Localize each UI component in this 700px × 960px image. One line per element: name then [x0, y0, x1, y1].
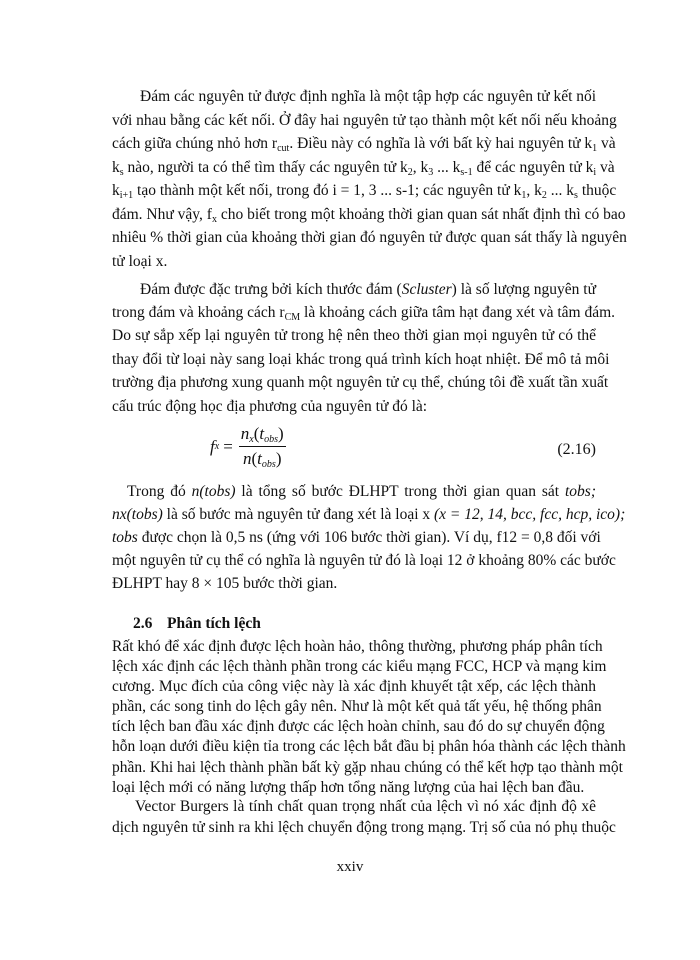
text-run: cách giữa chúng nhỏ hơn r [112, 135, 278, 152]
paragraph-1-line [140, 86, 596, 108]
paragraph-1-line [112, 133, 616, 155]
paragraph-3-line [127, 481, 596, 503]
paragraph-1-line [112, 180, 617, 202]
equation-number: (2.16) [557, 441, 596, 458]
paragraph-4-line [112, 716, 605, 738]
paragraph-1-line [112, 110, 617, 132]
subscript: i+1 [119, 190, 134, 201]
text-run: k [112, 182, 120, 199]
section-heading [133, 613, 261, 635]
denominator-arg: t [257, 449, 262, 468]
section-number: 2.6 [133, 615, 153, 632]
text-run: phần. Khi hai lệch thành phần bất kỳ gặp nhau chúng có thể kết hợp tạo thành một [112, 759, 623, 776]
text-run: loại lệch mới có năng lượng thấp hơn tổng năng lượng của hai lệch ban đầu. [112, 779, 585, 796]
paragraph-3-line [112, 550, 616, 572]
text-run: , k [526, 182, 542, 199]
denominator: $n(t_{obs})$ [243, 449, 282, 470]
numerator-n: n [240, 424, 250, 443]
paragraph-4-line [112, 696, 602, 718]
text-run: ĐLHPT hay 8 × 105 bước thời gian. [112, 575, 338, 592]
text-run: trường địa phương xung quanh một nguyên tử cụ thể, chúng tôi đề xuất tần xuất [112, 374, 609, 391]
text-run: tử loại x. [112, 253, 168, 270]
numerator: $n_x(t_{obs})$ [240, 424, 284, 445]
paragraph-2-line [112, 302, 615, 324]
text-run: là khoảng cách giữa tâm hạt đang xét và tâm đám. [300, 304, 615, 321]
text-run: đám. Như vậy, f [112, 206, 212, 223]
page-number: xxiv [336, 859, 364, 875]
text-run: Rất khó để xác định được lệch hoàn hảo, thông thường, phương pháp phân tích [112, 638, 603, 655]
numerator-sub: x [249, 434, 254, 445]
text-run: tạo thành một kết nối, trong đó i = 1, 3 ... s-1; các nguyên tử k [133, 182, 522, 199]
text-run: , k [412, 159, 429, 176]
text-run: ) là số lượng nguyên tử [451, 281, 596, 298]
subscript: s [574, 190, 578, 201]
subscript: 1 [521, 190, 527, 201]
text-run: tích lệch ban đầu xác định được các lệch hoàn chỉnh, sau đó do sự chuyển động [112, 718, 605, 735]
fraction [239, 422, 286, 471]
paragraph-3-line [112, 504, 626, 526]
text-run: một nguyên tử cụ thể có nghĩa là nguyên tử đó là loại 12 ở khoảng 80% các bước [112, 552, 616, 569]
italic-run: n(tobs) [191, 483, 236, 500]
paragraph-4-line [112, 736, 626, 758]
paragraph-4-line [112, 757, 623, 779]
paragraph-2-line [112, 325, 596, 347]
subscript: i [593, 167, 597, 178]
text-run: Do sự sắp xếp lại nguyên tử trong hệ nên theo thời gian mọi nguyên tử có thể [112, 327, 596, 344]
paragraph-4-line [112, 676, 596, 698]
text-run: dịch nguyên tử sinh ra khi lệch chuyển động trong mạng. Trị số của nó phụ thuộc [112, 819, 616, 836]
italic-run: (x = 12, 14, bcc, fcc, hcp, ico); [434, 506, 626, 523]
text-run: nhiêu % thời gian của khoảng thời gian đó nguyên tử được quan sát thấy là nguyên [112, 229, 627, 246]
text-run: k [112, 159, 120, 176]
text-run: là số bước mà nguyên tử đang xét là loại x [162, 506, 435, 523]
denominator-arg-sub: obs [261, 459, 276, 470]
text-run: phần, các song tinh do lệch gây nên. Như là một kết quả tất yếu, hệ thống phân [112, 698, 602, 715]
section-title: Phân tích lệch [167, 615, 261, 632]
text-run: Vector Burgers là tính chất quan trọng nhất của lệch vì nó xác định độ xê [135, 798, 596, 815]
subscript: 3 [428, 167, 434, 178]
text-run: Đám các nguyên tử được định nghĩa là một tập hợp các nguyên tử kết nối [140, 88, 597, 105]
paragraph-1-line [112, 227, 627, 249]
text-run: lệch xác định các lệch thành phần trong các kiểu mạng FCC, HCP và mạng kim [112, 658, 607, 675]
text-run: ... k [433, 159, 461, 176]
paragraph-2-line [112, 372, 609, 394]
text-run: cho biết trong một khoảng thời gian quan sát nhất định thì có bao [216, 206, 626, 223]
italic-run: tobs [112, 529, 138, 546]
paragraph-5-line [112, 817, 616, 839]
numerator-arg: t [259, 424, 265, 443]
text-run: ... k [546, 182, 575, 199]
text-run: với nhau bằng các kết nối. Ở đây hai nguyên tử tạo thành một kết nối nếu khoảng [112, 112, 617, 129]
italic-run: nx(tobs) [112, 506, 163, 523]
text-run: để các nguyên tử k [472, 159, 594, 176]
paragraph-2-line [112, 349, 610, 371]
subscript: CM [284, 312, 301, 323]
paragraph-1-line [112, 157, 615, 179]
subscript: 2 [541, 190, 547, 201]
subscript: x [211, 214, 217, 225]
equation: f x = $\frac{n_x(t_{obs})}{n(t_{obs})}$ [210, 424, 284, 470]
paragraph-1-line [112, 204, 626, 226]
text-run: và [597, 135, 616, 152]
numerator-arg-sub: obs [264, 434, 279, 445]
subscript: s [119, 167, 124, 178]
text-run: . Điều này có nghĩa là với bất kỳ hai nguyên tử k [289, 135, 593, 152]
paragraph-2-line [112, 396, 596, 418]
denominator-n: n [243, 449, 252, 468]
text-run: thay đổi từ loại này sang loại khác trong quá trình kích hoạt nhiệt. Để mô tả môi [112, 351, 610, 368]
subscript: s-1 [460, 167, 473, 178]
text-run: thuộc [577, 182, 617, 199]
text-run: cương. Mục đích của công việc này là xác định khuyết tật xếp, các lệch thành [112, 678, 596, 695]
text-run: và [596, 159, 615, 176]
equation-lhs: f [210, 436, 215, 456]
subscript: 1 [592, 143, 598, 154]
text-run: hỗn loạn dưới điều kiện tỉa trong các lệch bắt đầu bị phân hóa thành các lệch thành [112, 738, 626, 755]
paragraph-4-line [112, 656, 607, 678]
subscript: 2 [407, 167, 413, 178]
paragraph-3-line [112, 527, 601, 549]
text-run: được chọn là 0,5 ns (ứng với 106 bước thời gian). Ví dụ, f12 = 0,8 đối với [137, 529, 601, 546]
paragraph-2-line [140, 279, 596, 301]
text-run: trong đám và khoảng cách r [112, 304, 285, 321]
text-run: Đám được đặc trưng bởi kích thước đám ( [140, 281, 402, 298]
paragraph-4-line [112, 636, 603, 658]
text-run: Trong đó [127, 483, 192, 500]
paragraph-1-line [112, 251, 596, 273]
italic-run: Scluster [401, 281, 452, 298]
paragraph-5-line [135, 796, 596, 818]
text-run: cấu trúc động học địa phương của nguyên tử đó là: [112, 398, 428, 415]
subscript: cut [277, 143, 290, 154]
text-run: là tổng số bước ĐLHPT trong thời gian quan sát [235, 483, 565, 500]
italic-run: tobs; [565, 483, 596, 500]
paragraph-3-line [112, 573, 596, 595]
text-run: nào, người ta có thể tìm thấy các nguyên tử k [123, 159, 408, 176]
equals-sign: = [223, 436, 233, 456]
